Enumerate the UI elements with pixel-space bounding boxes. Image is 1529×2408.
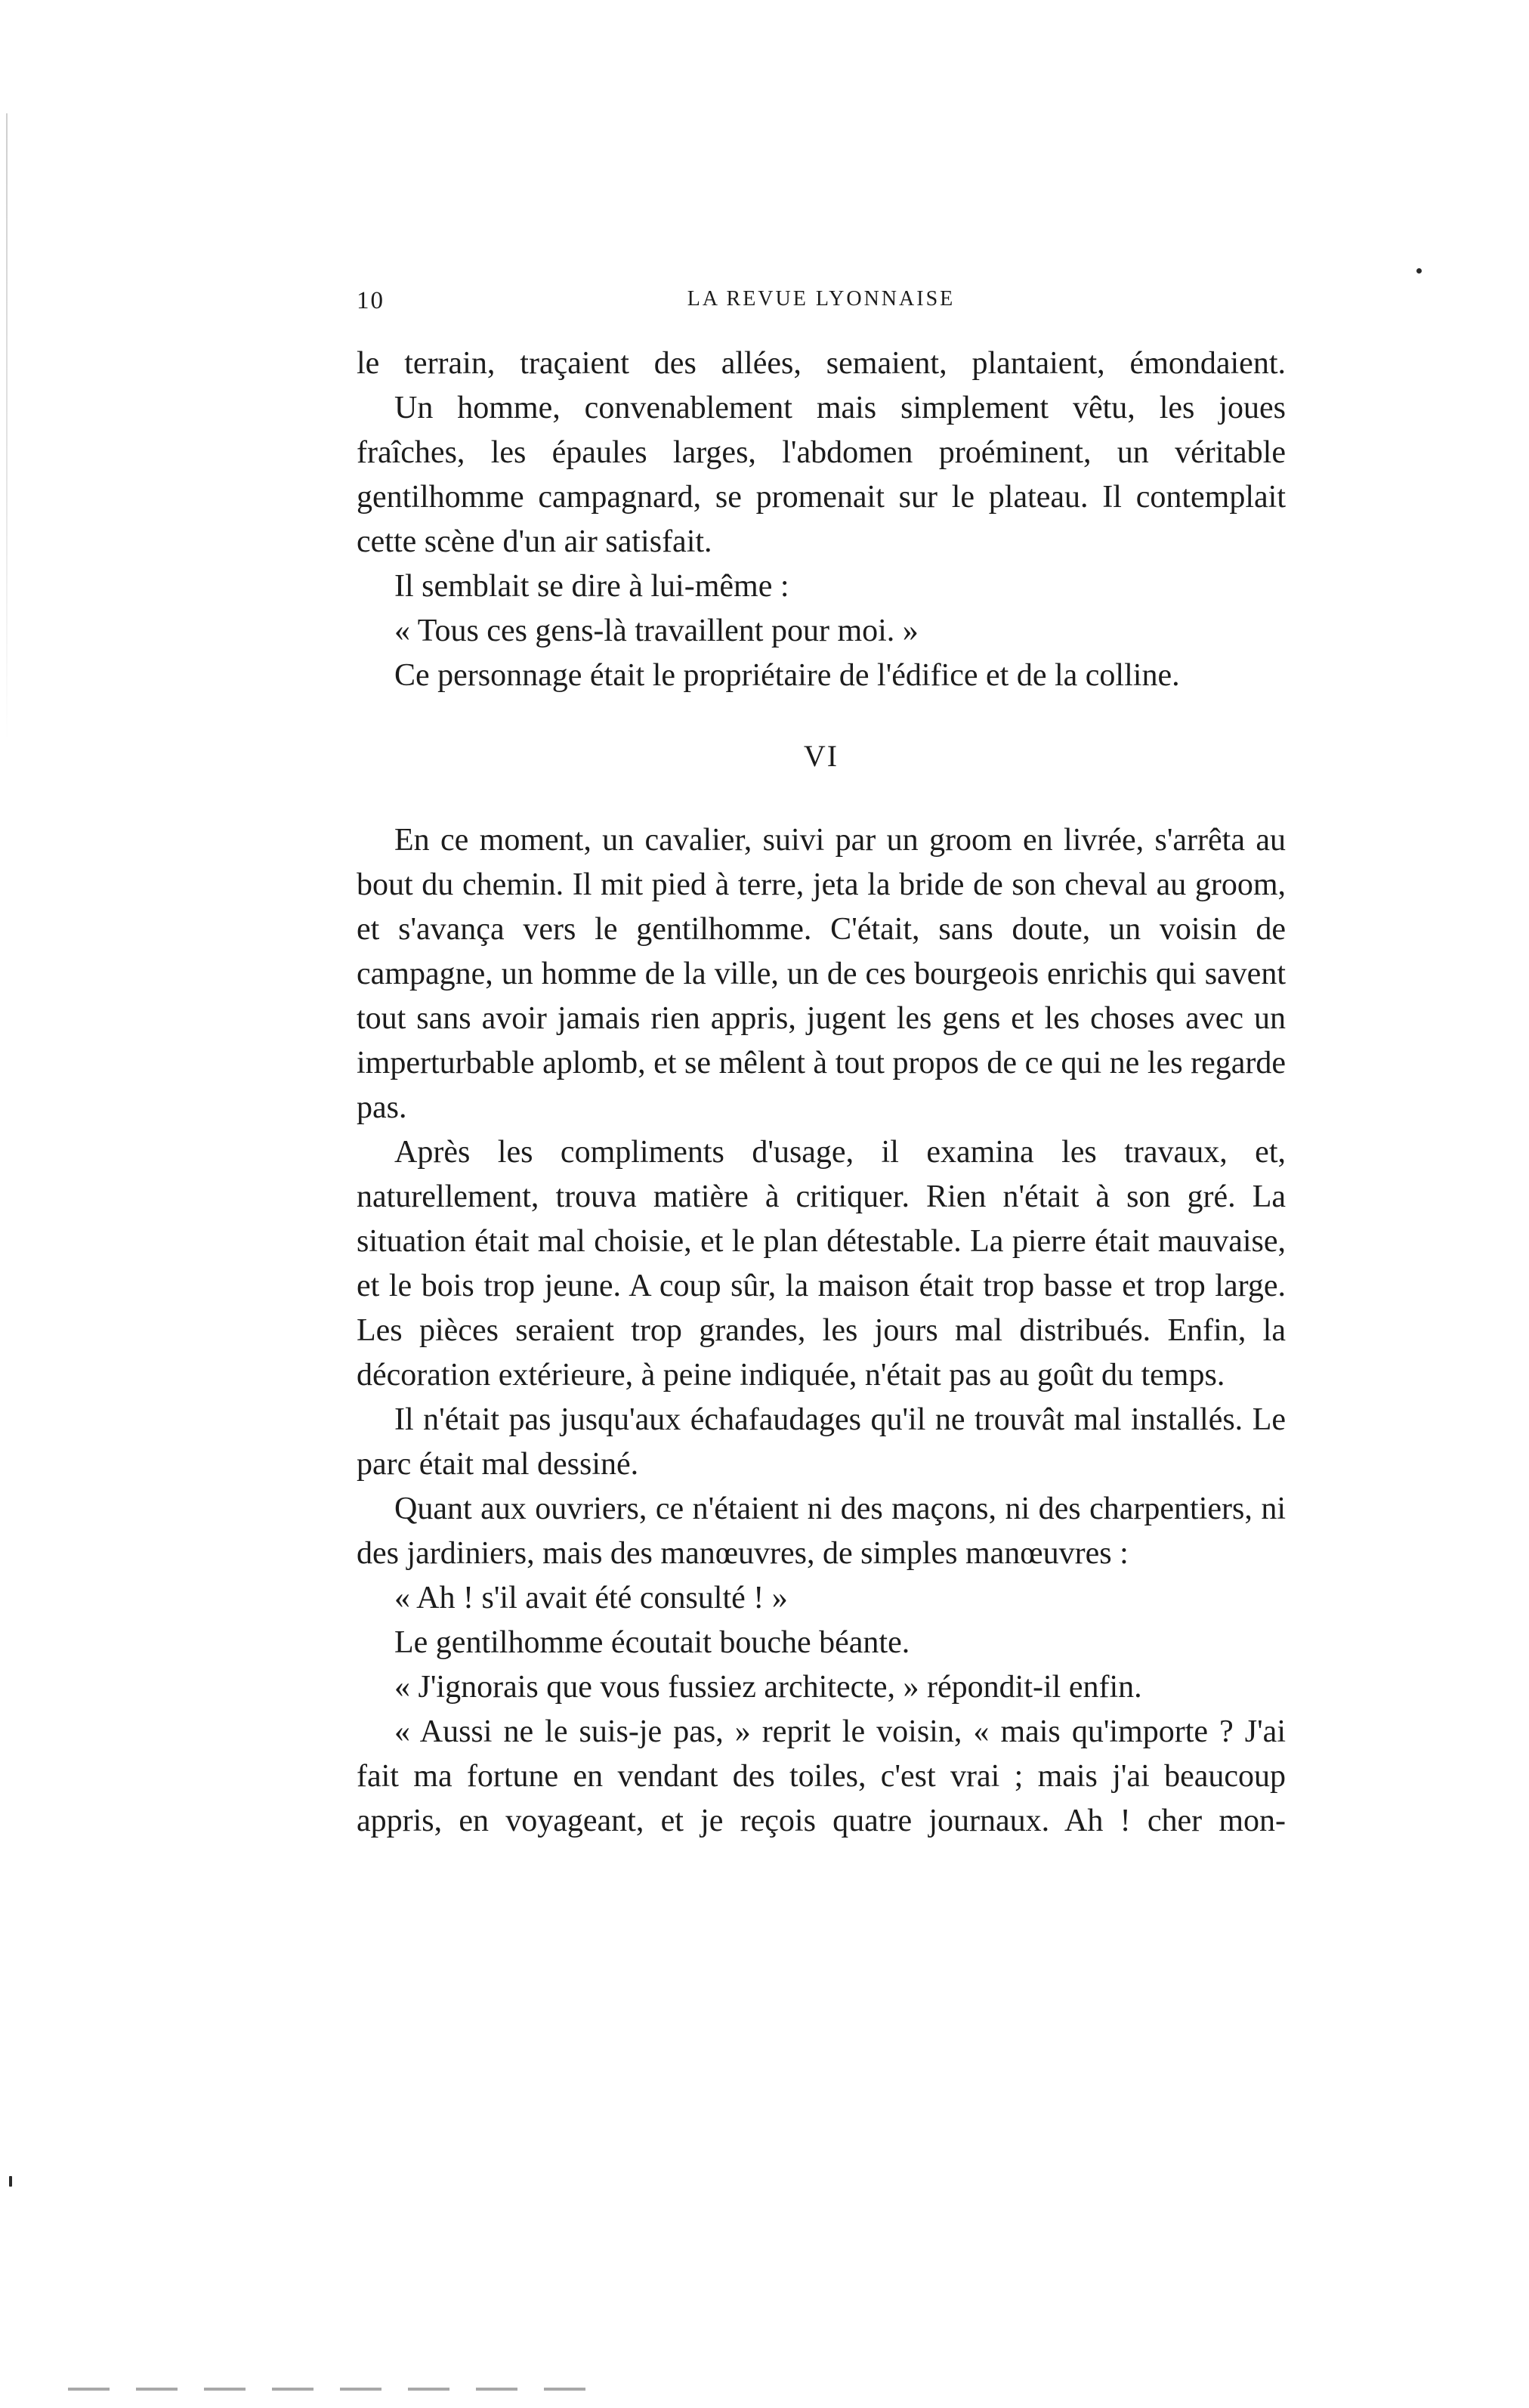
paragraph: « Ah ! s'il avait été consulté ! » xyxy=(394,1581,788,1615)
paragraph: Le gentilhomme écoutait bouche béante. xyxy=(394,1625,910,1660)
scan-bottom-marks xyxy=(68,2388,597,2391)
text-block-top xyxy=(357,342,1286,698)
paragraph: Il n'était pas jusqu'aux échafaudages qu'il ne trouvât mal installés. Le parc était mal dessiné. xyxy=(357,1402,1286,1482)
paragraph: En ce moment, un cavalier, suivi par un groom en livrée, s'arrêta au bout du chemin. Il mit pied à terre, jeta la bride de son cheval au groom, et s'avança vers le gentilhomme. C'était, sans doute, un voisin de campagne, un homme de la ville, un de ces bourgeois enrichis qui savent tout sans avoir jamais rien appris, jugent les gens et les choses avec un imperturbable aplomb, et se mêlent à tout propos de ce qui ne les regarde pas. xyxy=(357,823,1286,1125)
journal-title: LA REVUE LYONNAISE xyxy=(687,287,956,311)
paragraph: Il semblait se dire à lui-même : xyxy=(394,569,789,604)
section-heading: VI xyxy=(803,739,839,773)
paragraph: « Tous ces gens-là travaillent pour moi. » xyxy=(394,614,919,648)
ink-dot-mark xyxy=(1416,268,1422,274)
page-number: 10 xyxy=(357,287,385,314)
paragraph: Quant aux ouvriers, ce n'étaient ni des maçons, ni des charpentiers, ni des jardiniers, mais des manœuvres, de simples manœuvres : xyxy=(357,1491,1286,1571)
paragraph: « J'ignorais que vous fussiez architecte, » répondit-il enfin. xyxy=(394,1670,1142,1705)
paragraph: « Aussi ne le suis-je pas, » reprit le voisin, « mais qu'importe ? J'ai fait ma fortune en vendant des toiles, c'est vrai ; mais j'ai beaucoup appris, en voyageant, et je reçois quatre journaux. Ah ! cher mon- xyxy=(357,1714,1286,1838)
text-block-main xyxy=(357,818,1286,1844)
scan-edge-line xyxy=(6,113,8,740)
running-head xyxy=(357,287,1286,325)
ink-dot-mark xyxy=(9,2176,12,2187)
paragraph: Après les compliments d'usage, il examina les travaux, et, naturellement, trouva matière à critiquer. Rien n'était à son gré. La situation était mal choisie, et le plan détestable. La pierre était mauvaise, et le bois trop jeune. A coup sûr, la maison était trop basse et trop large. Les pièces seraient trop grandes, les jours mal distribués. Enfin, la décoration extérieure, à peine indiquée, n'était pas au goût du temps. xyxy=(357,1135,1286,1393)
paragraph: le terrain, traçaient des allées, semaient, plantaient, émondaient. xyxy=(357,346,1286,381)
paragraph: Un homme, convenablement mais simplement vêtu, les joues fraîches, les épaules larges, l'abdomen proéminent, un véritable gentilhomme campagnard, se promenait sur le plateau. Il contemplait cette scène d'un air satisfait. xyxy=(357,391,1286,559)
paragraph: Ce personnage était le propriétaire de l'édifice et de la colline. xyxy=(394,658,1180,693)
